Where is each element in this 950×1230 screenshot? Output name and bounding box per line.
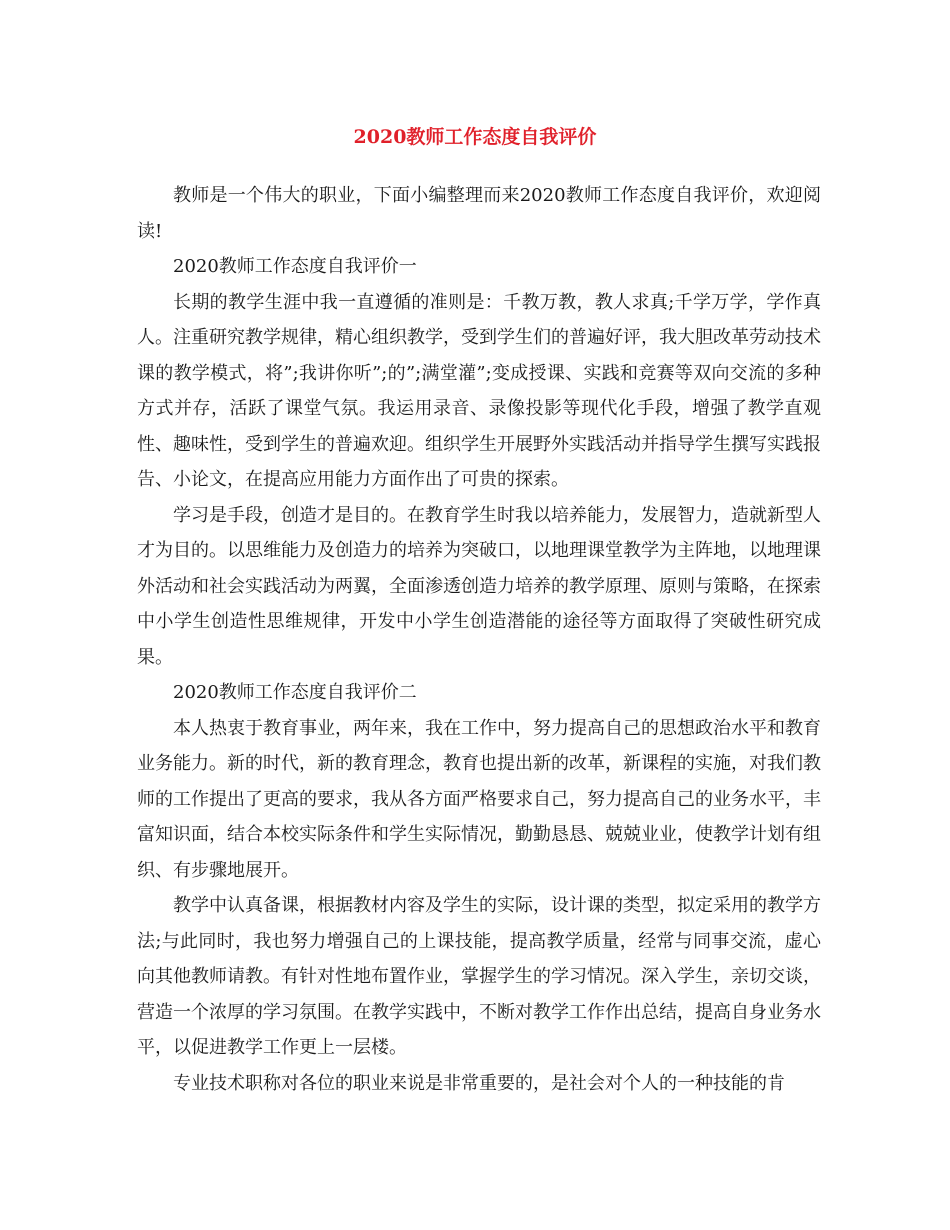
document-title: 2020教师工作态度自我评价: [353, 126, 597, 148]
body-paragraph: 教学中认真备课，根据教材内容及学生的实际，设计课的类型，拟定采用的教学方法;与此同时，我也努力增强自己的上课技能，提高教学质量，经常与同事交流，虚心向其他教师请教。有针对性地布置作业，掌握学生的学习情况。深入学生，亲切交谈，营造一个浓厚的学习氛围。在教学实践中，不断对教学工作作出总结，提高自身业务水平，以促进教学工作更上一层楼。: [137, 895, 821, 1058]
section-heading-1: 2020教师工作态度自我评价一: [173, 256, 417, 277]
body-paragraph: 长期的教学生涯中我一直遵循的准则是：千教万教，教人求真;千学万学，学作真人。注重研究教学规律，精心组织教学，受到学生们的普遍好评，我大胆改革劳动技术课的教学模式，将”;我讲你听”;的”;满堂灌”;变成授课、实践和竞赛等双向交流的多种方式并存，活跃了课堂气氛。我运用录音、录像投影等现代化手段，增强了教学直观性、趣味性，受到学生的普遍欢迎。组织学生开展野外实践活动并指导学生撰写实践报告、小论文，在提高应用能力方面作出了可贵的探索。: [137, 291, 821, 490]
section-heading-2: 2020教师工作态度自我评价二: [173, 682, 417, 703]
intro-paragraph: 教师是一个伟大的职业，下面小编整理而来2020教师工作态度自我评价，欢迎阅读!: [137, 185, 821, 242]
body-paragraph: 专业技术职称对各位的职业来说是非常重要的，是社会对个人的一种技能的肯: [173, 1072, 785, 1094]
body-paragraph: 学习是手段，创造才是目的。在教育学生时我以培养能力，发展智力，造就新型人才为目的。以思维能力及创造力的培养为突破口，以地理课堂教学为主阵地，以地理课外活动和社会实践活动为两翼，全面渗透创造力培养的教学原理、原则与策略，在探索中小学生创造性思维规律，开发中小学生创造潜能的途径等方面取得了突破性研究成果。: [137, 504, 821, 668]
document-body: [137, 178, 821, 1101]
body-paragraph: 本人热衷于教育事业，两年来，我在工作中，努力提高自己的思想政治水平和教育业务能力。新的时代，新的教育理念，教育也提出新的改革，新课程的实施，对我们教师的工作提出了更高的要求，我从各方面严格要求自己，努力提高自己的业务水平，丰富知识面，结合本校实际条件和学生实际情况，勤勤恳恳、兢兢业业，使教学计划有组织、有步骤地展开。: [137, 717, 821, 881]
